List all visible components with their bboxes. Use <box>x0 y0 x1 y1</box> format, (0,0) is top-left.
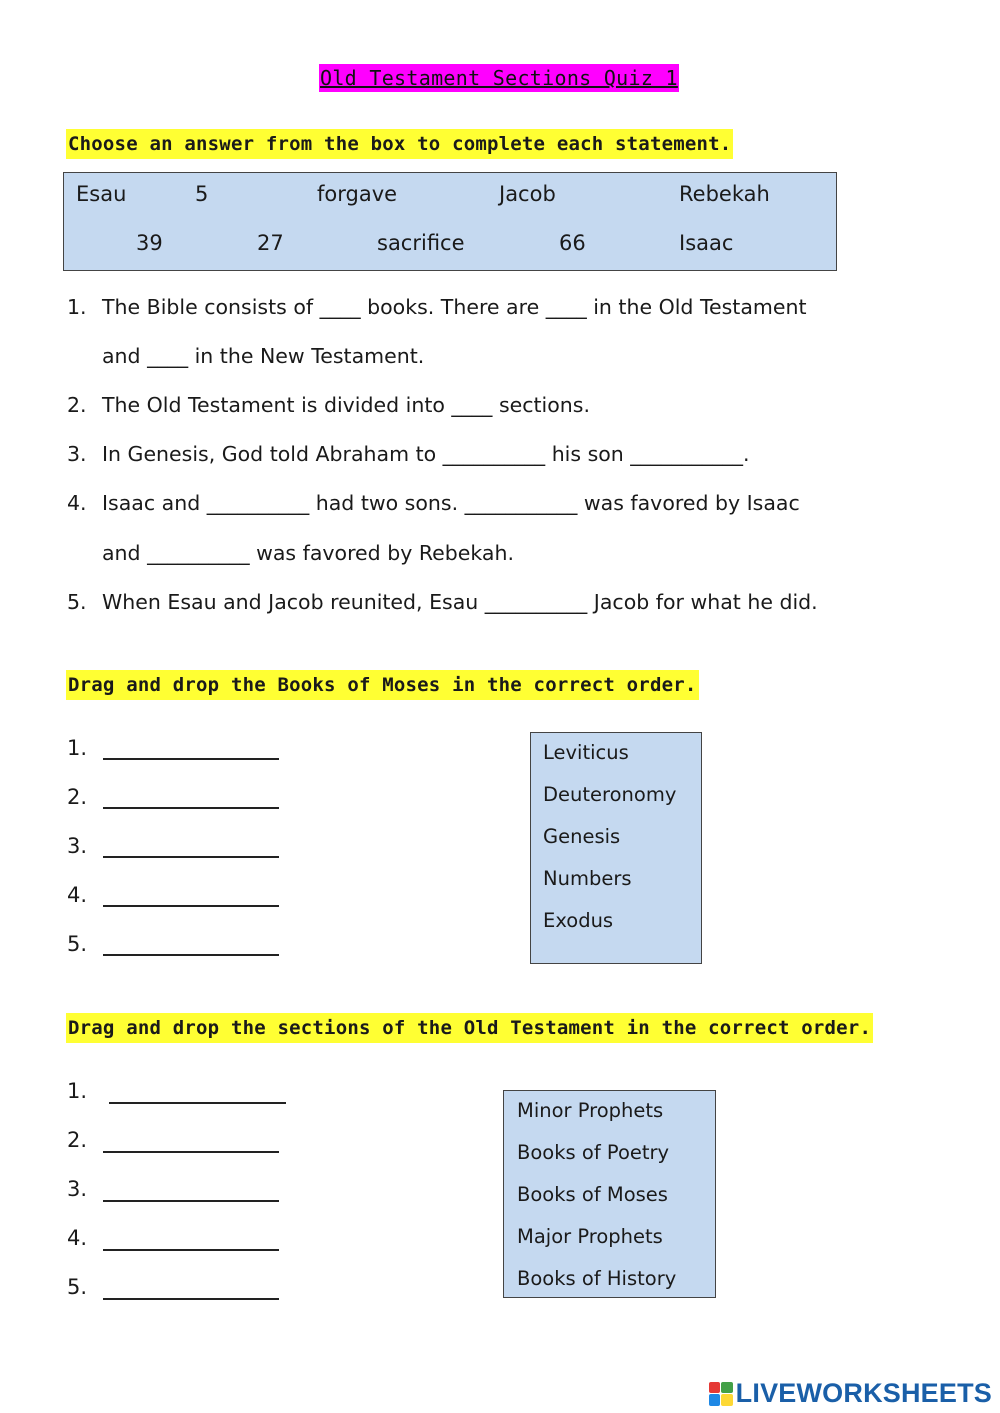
drop-target-4[interactable] <box>103 1249 279 1251</box>
question-number: 5. <box>67 590 87 614</box>
draggable-option[interactable]: Exodus <box>543 909 614 932</box>
brand-name: LIVEWORKSHEETS <box>735 1378 992 1408</box>
word-bank-item: Rebekah <box>679 182 770 206</box>
word-bank-item: 27 <box>257 231 284 255</box>
draggable-option[interactable]: Books of History <box>517 1267 677 1290</box>
word-bank-item: 5 <box>195 182 209 206</box>
question-text[interactable]: Isaac and __________ had two sons. ___________ was favored by Isaac <box>102 491 800 515</box>
question-number: 1. <box>67 295 87 319</box>
draggable-option[interactable]: Numbers <box>543 867 632 890</box>
word-bank-item: Isaac <box>679 231 734 255</box>
question-text[interactable]: The Old Testament is divided into ____ sections. <box>102 393 590 417</box>
answer-number: 3. <box>67 1177 88 1201</box>
draggable-option[interactable]: Leviticus <box>543 741 629 764</box>
question-text[interactable]: The Bible consists of ____ books. There are ____ in the Old Testament <box>102 295 807 319</box>
question-text[interactable]: In Genesis, God told Abraham to __________ his son ___________. <box>102 442 750 466</box>
word-bank-box <box>63 172 837 271</box>
word-bank-item: Esau <box>76 182 127 206</box>
answer-number: 2. <box>67 1128 88 1152</box>
drop-target-1[interactable] <box>109 1102 286 1104</box>
question-number: 2. <box>67 393 87 417</box>
drop-target-3[interactable] <box>103 1200 279 1202</box>
drop-target-4[interactable] <box>103 905 279 907</box>
section2-instruction: Drag and drop the Books of Moses in the correct order. <box>66 670 699 700</box>
question-number: 4. <box>67 491 87 515</box>
question-text[interactable]: and __________ was favored by Rebekah. <box>102 541 515 565</box>
answer-number: 3. <box>67 834 88 858</box>
drop-target-1[interactable] <box>103 758 279 760</box>
drop-target-5[interactable] <box>103 954 279 956</box>
word-bank-item: Jacob <box>499 182 556 206</box>
answer-number: 1. <box>67 1079 88 1103</box>
drop-target-2[interactable] <box>103 1151 279 1153</box>
drop-target-5[interactable] <box>103 1298 279 1300</box>
section3-instruction: Drag and drop the sections of the Old Testament in the correct order. <box>66 1013 873 1043</box>
answer-number: 1. <box>67 736 88 760</box>
question-number: 3. <box>67 442 87 466</box>
draggable-option[interactable]: Genesis <box>543 825 621 848</box>
draggable-option[interactable]: Books of Poetry <box>517 1141 670 1164</box>
word-bank-item: 39 <box>136 231 163 255</box>
word-bank-item: 66 <box>559 231 586 255</box>
question-text[interactable]: When Esau and Jacob reunited, Esau __________ Jacob for what he did. <box>102 590 818 614</box>
liveworksheets-logo-icon <box>709 1382 733 1406</box>
drop-target-3[interactable] <box>103 856 279 858</box>
word-bank-item: sacrifice <box>377 231 465 255</box>
draggable-option[interactable]: Books of Moses <box>517 1183 668 1206</box>
answer-number: 4. <box>67 1226 88 1250</box>
section1-instruction: Choose an answer from the box to complete each statement. <box>66 129 733 159</box>
draggable-option[interactable]: Major Prophets <box>517 1225 663 1248</box>
word-bank-item: forgave <box>317 182 398 206</box>
question-text[interactable]: and ____ in the New Testament. <box>102 344 425 368</box>
liveworksheets-logo[interactable] <box>709 1378 992 1409</box>
draggable-option[interactable]: Deuteronomy <box>543 783 677 806</box>
draggable-option[interactable]: Minor Prophets <box>517 1099 664 1122</box>
drop-target-2[interactable] <box>103 807 279 809</box>
moses-options-box <box>530 732 702 964</box>
answer-number: 5. <box>67 932 88 956</box>
answer-number: 5. <box>67 1275 88 1299</box>
ot-sections-options-box <box>503 1090 716 1298</box>
worksheet-title: Old Testament Sections Quiz 1 <box>320 66 678 90</box>
answer-number: 2. <box>67 785 88 809</box>
answer-number: 4. <box>67 883 88 907</box>
